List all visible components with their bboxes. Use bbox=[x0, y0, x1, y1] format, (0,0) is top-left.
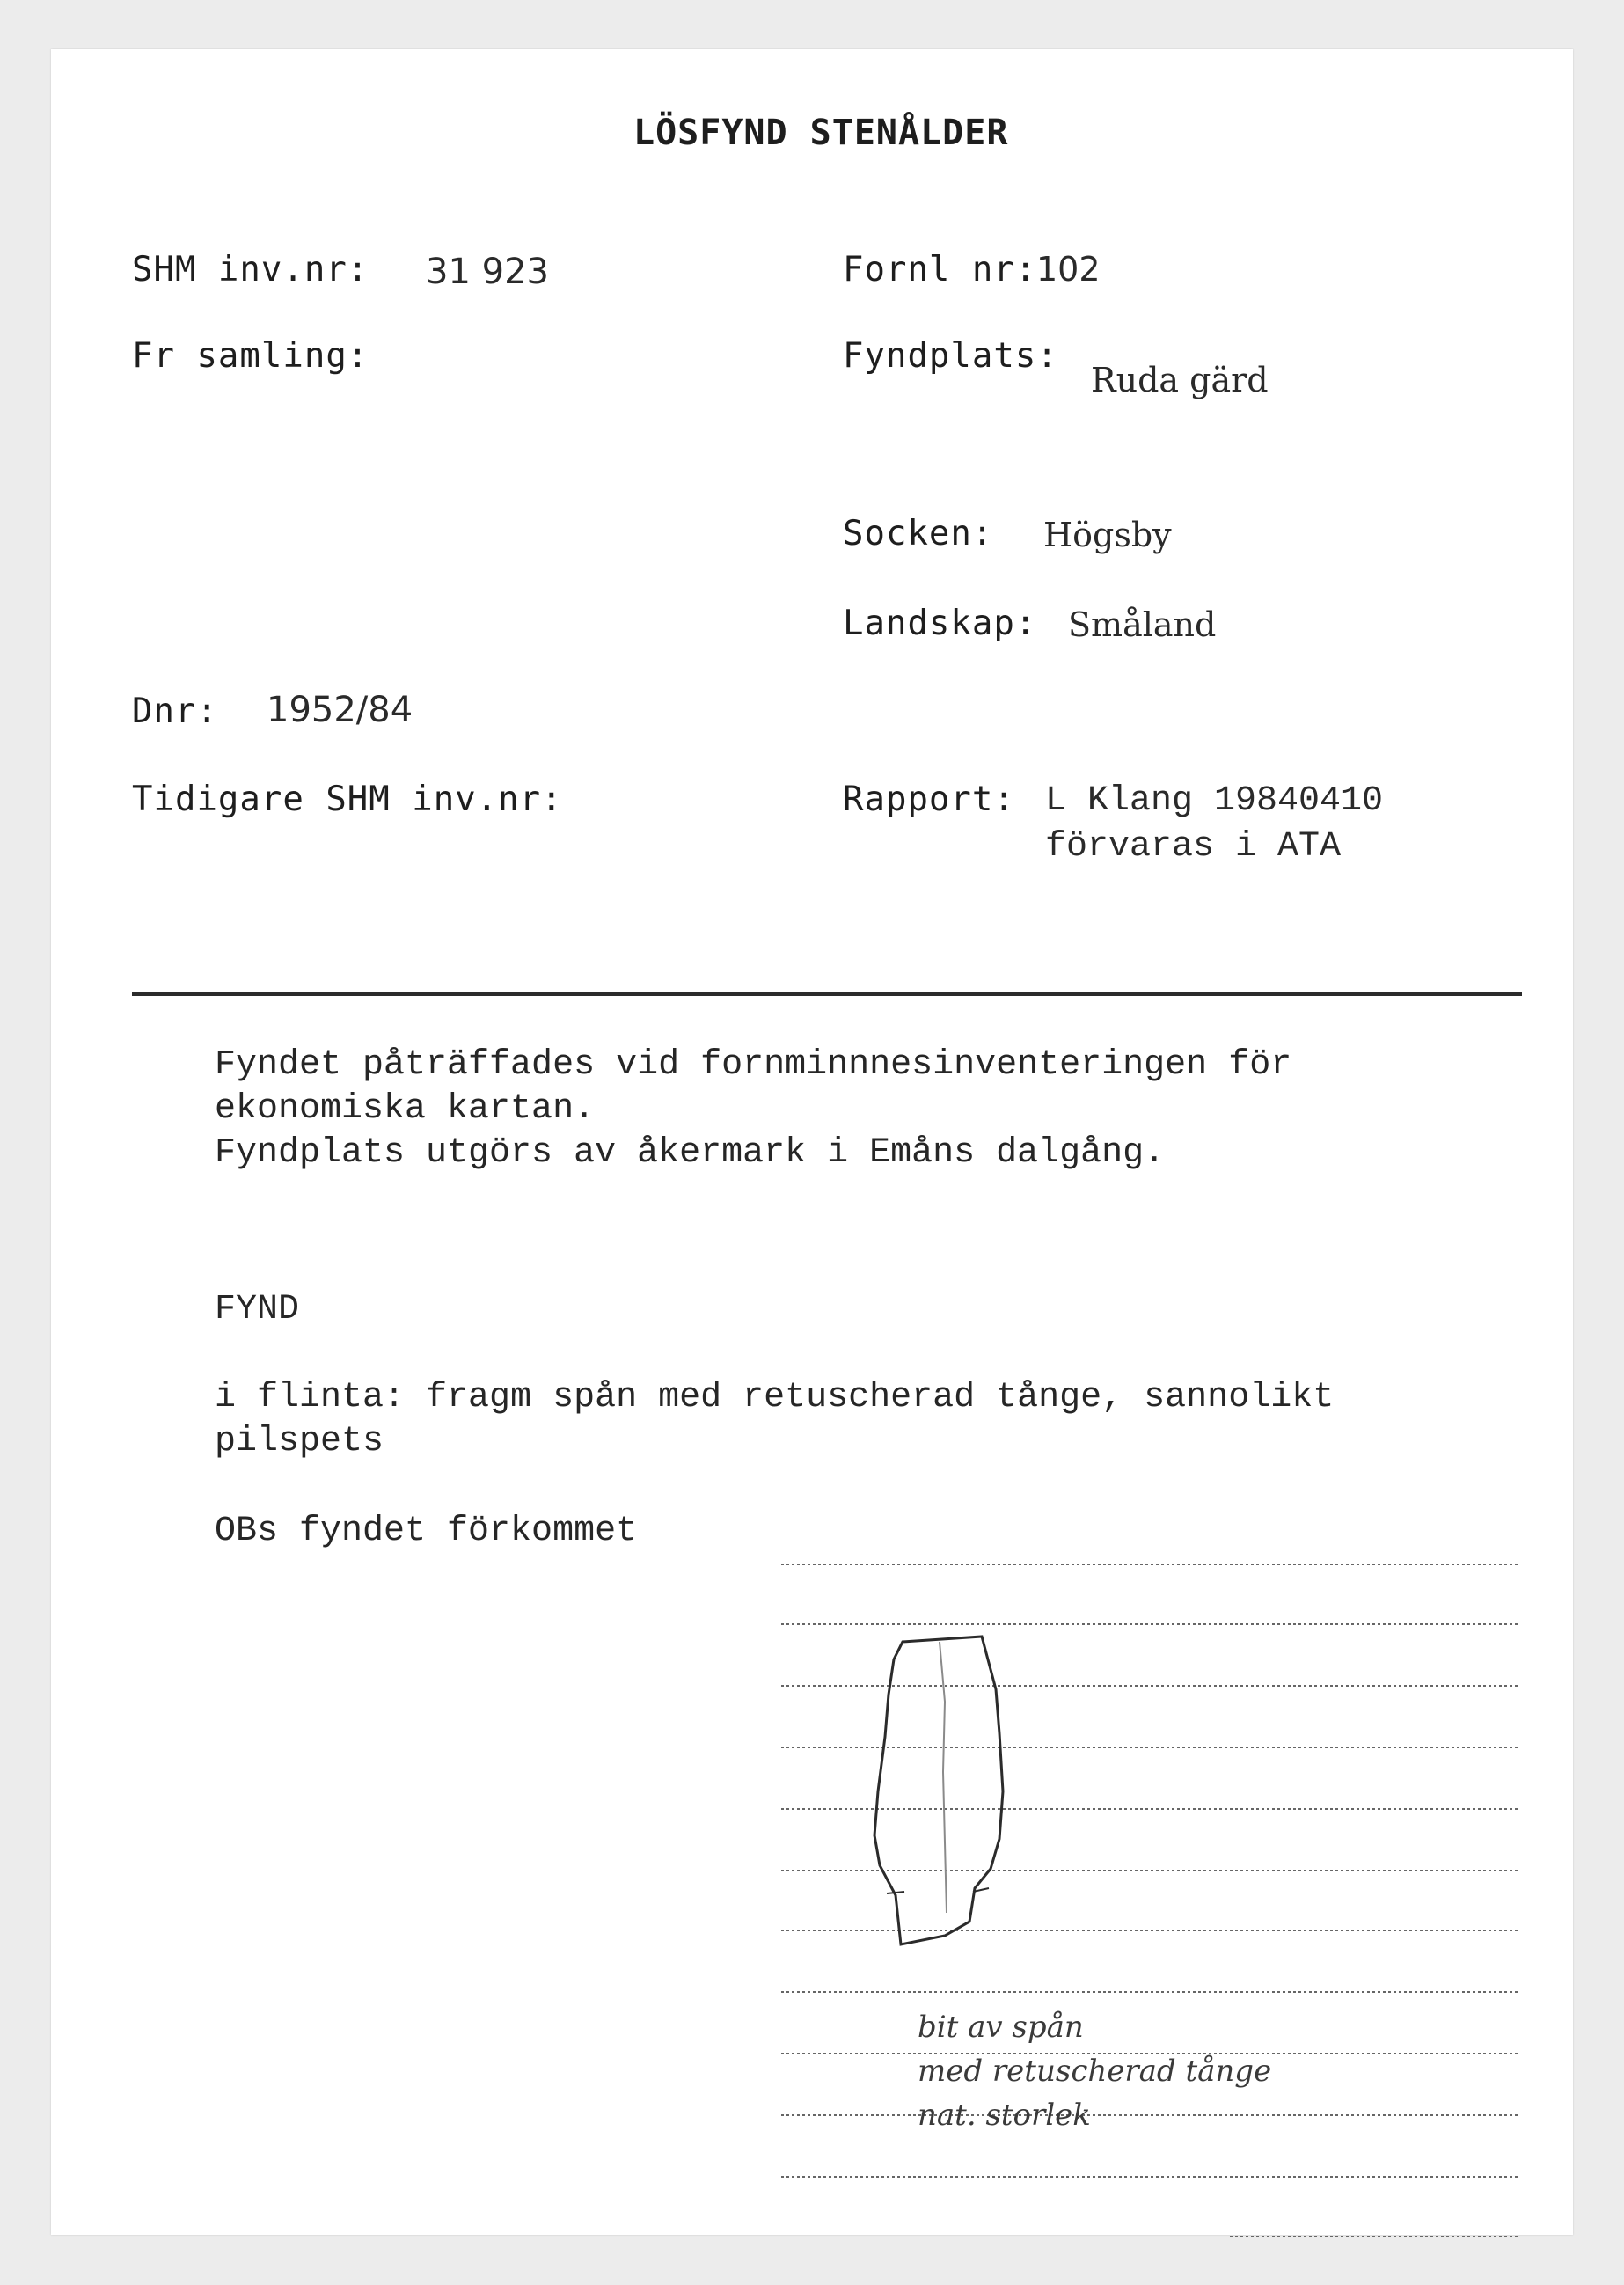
card-title: LÖSFYND STENÅLDER bbox=[633, 113, 1009, 153]
description-line-2: ekonomiska kartan. bbox=[215, 1089, 596, 1129]
fr-samling-label: Fr samling: bbox=[132, 336, 369, 376]
dnr-label: Dnr: bbox=[132, 692, 218, 731]
rapport-label: Rapport: bbox=[843, 780, 1015, 819]
shm-inv-label: SHM inv.nr: bbox=[132, 250, 369, 289]
description-line-3: Fyndplats utgörs av åkermark i Emåns dalgång. bbox=[215, 1133, 1166, 1173]
socken-label: Socken: bbox=[843, 514, 994, 553]
fyndplats-label: Fyndplats: bbox=[843, 336, 1058, 376]
socken-value: Högsby bbox=[1043, 516, 1172, 554]
handwritten-line-1: bit av spån bbox=[918, 2010, 1084, 2045]
fynd-line-1: i flinta: fragm spån med retuscherad tånge, sannolikt bbox=[215, 1378, 1335, 1417]
rapport-line2: förvaras i ATA bbox=[1045, 827, 1342, 867]
sketch-lines bbox=[772, 1561, 1538, 2238]
shm-inv-value: 31 923 bbox=[426, 252, 549, 292]
catalog-card bbox=[51, 49, 1573, 2235]
sketch-note bbox=[772, 1561, 1538, 2238]
handwritten-line-3: nat. storlek bbox=[918, 2098, 1091, 2133]
obs-line: OBs fyndet förkommet bbox=[215, 1512, 638, 1551]
rapport-line1: L Klang 19840410 bbox=[1045, 781, 1384, 821]
fynd-heading: FYND bbox=[215, 1290, 300, 1329]
landskap-label: Landskap: bbox=[843, 604, 1037, 643]
fyndplats-value: Ruda gärd bbox=[1091, 361, 1269, 399]
dnr-value: 1952/84 bbox=[267, 690, 413, 730]
fornl-value: 102 bbox=[1036, 250, 1101, 289]
tidigare-label: Tidigare SHM inv.nr: bbox=[132, 780, 563, 819]
description-line-1: Fyndet påträffades vid fornminnnesinventeringen för bbox=[215, 1045, 1292, 1085]
fynd-line-2: pilspets bbox=[215, 1422, 384, 1461]
handwritten-line-2: med retuscherad tånge bbox=[918, 2054, 1272, 2089]
horizontal-divider bbox=[132, 992, 1522, 996]
landskap-value: Småland bbox=[1068, 605, 1217, 644]
flint-blade-sketch bbox=[874, 1637, 1003, 1944]
fornl-label: Fornl nr: bbox=[843, 250, 1037, 289]
